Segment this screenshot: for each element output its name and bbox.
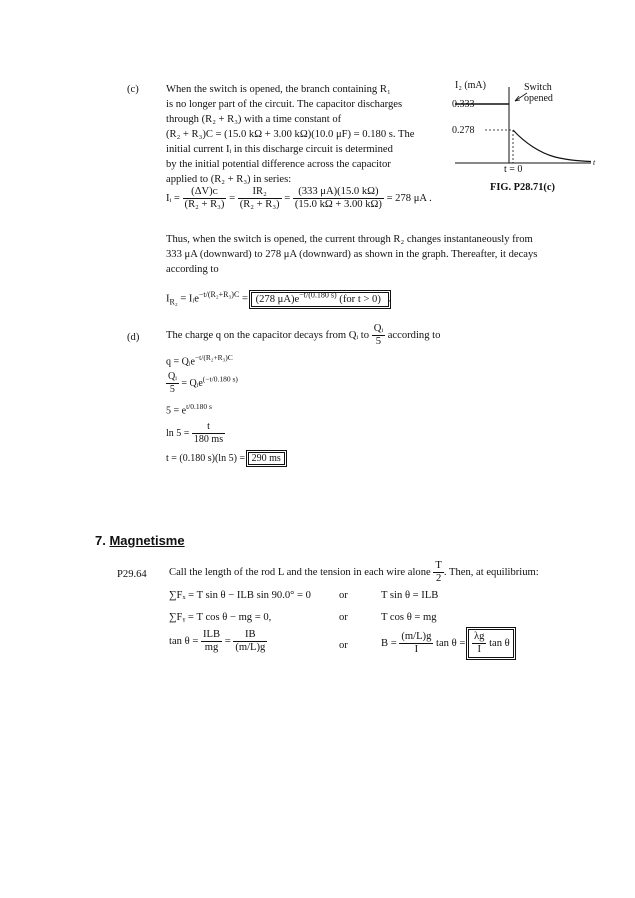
tan-equation: tan θ = $\frac{\text{ILB}}{mg}$ = $\frac{IB}{(m/L)g}$ bbox=[169, 629, 266, 653]
force-x-equation: ∑Fₓ = T sin θ − ILB sin 90.0° = 0 bbox=[169, 590, 311, 601]
eq-result: = 278 μA . bbox=[386, 193, 432, 204]
problem-label: P29.64 bbox=[117, 569, 147, 580]
part-c-label: (c) bbox=[127, 84, 139, 95]
or-word: or bbox=[339, 640, 348, 651]
time-equation: t = (0.180 s)(ln 5) = 290 ms bbox=[166, 453, 285, 464]
part-d-label: (d) bbox=[127, 332, 140, 343]
charge-equation: q = Qᵢe$^{-t/(R_2+R_3)C}$ bbox=[166, 353, 233, 368]
fraction-numeric: $\frac{(333 \mu A)(15.0 k\Omega)}{(15.0 k\Omega + 3.00 k\Omega)}$ bbox=[294, 186, 382, 210]
ratio-equation: $\frac{\text{Qᵢ}}{5}$ = Qᵢe$^{(-t/0.180 s)}$ bbox=[168, 371, 238, 395]
para-line: initial current Iᵢ in this discharge circuit is determined bbox=[166, 144, 393, 155]
fraction-dv: $\frac{\text{(ΔV)ᴄ}}{\text{(R₂ + R₃)}}$ bbox=[184, 186, 225, 210]
log-equation: ln 5 = $\frac{t}{180 ms}$ bbox=[166, 421, 224, 445]
force-y-equation: ∑Fᵧ = T cos θ − mg = 0, bbox=[169, 612, 272, 623]
para-line: applied to (R₂ + R₃) in series: bbox=[166, 174, 292, 185]
thus-paragraph: Thus, when the switch is opened, the current through R₂ changes instantaneously from 333 μA (downward) to 278 μA (downward) as shown in the graph. Thereafter, it decays according to bbox=[166, 234, 538, 275]
exp-equation: $5 = e^{t/0.180 s}$ bbox=[166, 402, 212, 417]
graph-y-tick-mid: 0.278 bbox=[452, 125, 475, 136]
or-word: or bbox=[339, 590, 348, 601]
graph-axis-end: t bbox=[593, 158, 596, 167]
section-title: Magnetisme bbox=[109, 533, 185, 548]
or-word: or bbox=[339, 612, 348, 623]
graph-x-label: t = 0 bbox=[504, 164, 523, 175]
para-line: When the switch is opened, the branch containing R₁ bbox=[166, 84, 391, 95]
para-line: is no longer part of the circuit. The capacitor discharges bbox=[166, 99, 403, 110]
boxed-time-answer: 290 ms bbox=[248, 452, 285, 465]
eq-lhs: Iᵢ = bbox=[166, 193, 180, 204]
boxed-answer: (278 $\mu A)e^{-t/(0.180 s)}$ (for t > 0) bbox=[251, 292, 389, 307]
graph-annotation: Switch opened bbox=[524, 82, 553, 104]
graph-y-tick-top: 0.333 bbox=[452, 99, 475, 110]
boxed-field-answer: $\frac{\lambda g}{I}$ tan θ bbox=[468, 629, 514, 658]
figure-caption: FIG. P28.71(c) bbox=[490, 182, 555, 193]
field-equation: B = $\frac{(m/L)g}{I}$ tan θ = $\frac{\lambda g}{I}$ tan θ bbox=[381, 629, 514, 658]
para-line: (R₂ + R₃)C = (15.0 kΩ + 3.00 kΩ)(10.0 μF) = 0.180 s. The bbox=[166, 129, 415, 140]
problem-intro: Call the length of the rod L and the tension in each wire alone $\frac{T}{2}$ . Then, at equilibrium: bbox=[169, 560, 539, 584]
part-c-paragraph bbox=[166, 83, 415, 188]
fraction-ir2: $\frac{\text{IR₂}}{\text{(R₂ + R₃)}}$ bbox=[239, 186, 280, 210]
section-heading: 7. Magnetisme bbox=[95, 533, 185, 548]
force-x-result: T sin θ = ILB bbox=[381, 590, 439, 601]
decay-curve bbox=[513, 130, 591, 162]
decay-equation: $I_{R_2}$ = Iᵢe$^{-t/(R_2+R_3)C}$ = (278 $\mu A)e^{-t/(0.180 s)}$ (for t > 0) . bbox=[166, 290, 392, 307]
current-equation: Iᵢ = $\frac{\text{(ΔV)ᴄ}}{\text{(R₂ + R₃)}}$ = $\frac{\text{IR₂}}{\text{(R₂ + R₃)}}$ = $\frac{(333 \mu A)(15.0 k\Omega)}{(15.0 k\Omega + 3.00 k\Omega)}$ = 278 μA . bbox=[166, 186, 432, 210]
para-line: by the initial potential difference across the capacitor bbox=[166, 159, 391, 170]
part-d-intro: The charge q on the capacitor decays from Qᵢ to $\frac{\text{Qᵢ}}{5}$ according to bbox=[166, 323, 441, 347]
para-line: through (R₂ + R₃) with a time constant of bbox=[166, 114, 342, 125]
graph-y-label: I₂ (mA) bbox=[455, 80, 486, 91]
force-y-result: T cos θ = mg bbox=[381, 612, 437, 623]
